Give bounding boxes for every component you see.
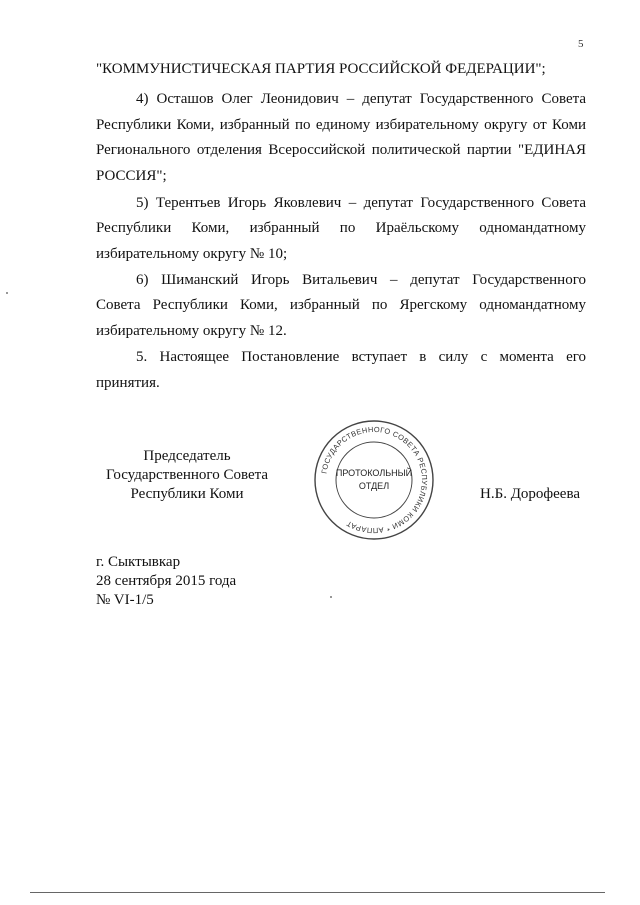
signatory-name: Н.Б. Дорофеева <box>480 486 581 502</box>
text-line-7: Республики Коми, избранный по Ираёльскому одномандатному <box>96 220 586 236</box>
text-line-5: РОССИЯ"; <box>96 168 167 184</box>
footer-date: 28 сентября 2015 года <box>96 573 237 589</box>
footer-number: № VI-1/5 <box>96 592 154 608</box>
scan-speck <box>330 596 332 598</box>
text-line-12: 5. Настоящее Постановление вступает в силу с момента его <box>136 349 586 365</box>
official-stamp <box>312 418 436 542</box>
bottom-rule <box>30 892 605 893</box>
text-line-10: Совета Республики Коми, избранный по Ярегскому одномандатному <box>96 297 586 313</box>
text-line-13: принятия. <box>96 375 160 391</box>
text-line-3: Республики Коми, избранный по единому избирательному округу от Коми <box>96 117 586 133</box>
scan-speck <box>6 292 8 294</box>
text-line-1: "КОММУНИСТИЧЕСКАЯ ПАРТИЯ РОССИЙСКОЙ ФЕДЕРАЦИИ"; <box>96 61 546 77</box>
signature-title <box>92 447 282 504</box>
signature-title-line-1: Председатель <box>143 448 231 464</box>
text-line-2: 4) Осташов Олег Леонидович – депутат Государственного Совета <box>136 91 586 107</box>
text-line-6: 5) Терентьев Игорь Яковлевич – депутат Государственного Совета <box>136 195 586 211</box>
text-line-11: избирательному округу № 12. <box>96 323 287 339</box>
signature-title-line-3: Республики Коми <box>130 486 244 502</box>
page-number: 5 <box>578 38 584 50</box>
stamp-ring-text: ГОСУДАРСТВЕННОГО СОВЕТА РЕСПУБЛИКИ КОМИ * АППАРАТ <box>319 424 430 536</box>
text-line-4: Регионального отделения Всероссийской политической партии "ЕДИНАЯ <box>96 142 586 158</box>
stamp-center-line-1: ПРОТОКОЛЬНЫЙ <box>335 468 413 478</box>
text-line-8: избирательному округу № 10; <box>96 246 288 262</box>
text-line-9: 6) Шиманский Игорь Витальевич – депутат Государственного <box>136 272 586 288</box>
stamp-center-line-2: ОТДЕЛ <box>358 481 390 491</box>
document-footer <box>96 553 236 610</box>
footer-city: г. Сыктывкар <box>96 554 181 570</box>
signature-title-line-2: Государственного Совета <box>105 467 269 483</box>
